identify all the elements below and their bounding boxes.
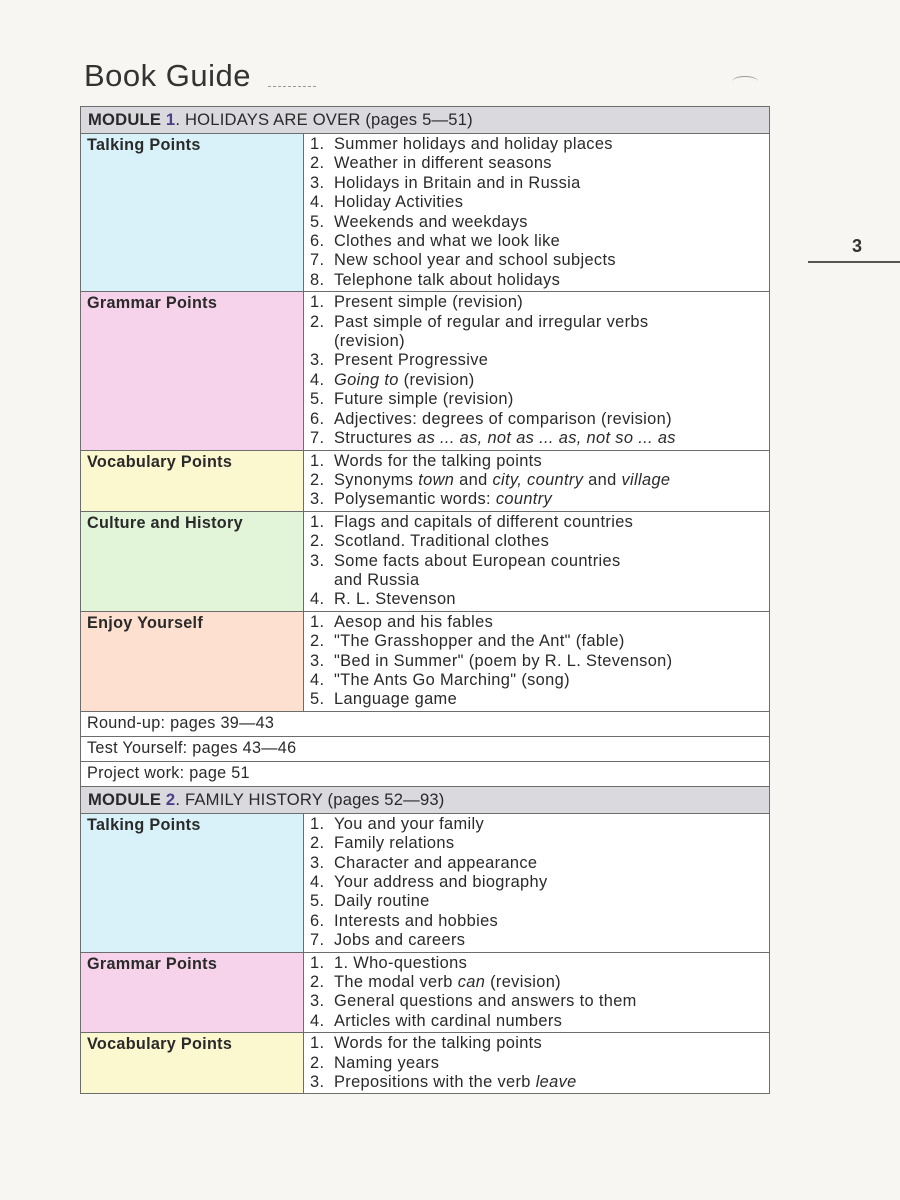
list-item: 1. Words for the talking points [310, 451, 543, 470]
list-item: 7. Structures as ... as, not as ... as, not so ... as [310, 429, 676, 448]
module-1-talking-points-row [81, 134, 770, 292]
list-item: 3. Prepositions with the verb leave [310, 1073, 577, 1092]
category-label: Vocabulary Points [81, 1033, 304, 1094]
list-item: 1. Aesop and his fables [310, 612, 494, 631]
list-item: 1. You and your family [310, 814, 485, 833]
list-item: 2. Synonyms town and city, country and village [310, 470, 671, 489]
module-1-header [81, 107, 770, 134]
page-title: Book Guide [84, 58, 251, 93]
module-label: MODULE [88, 110, 166, 129]
category-label: Talking Points [81, 813, 304, 952]
topic-list [304, 813, 770, 952]
list-item: 5. Daily routine [310, 892, 430, 911]
module-2-vocabulary-points-row [81, 1033, 770, 1094]
topic-list [304, 952, 770, 1033]
list-item: 1. Summer holidays and holiday places [310, 135, 613, 153]
list-item: 2. Scotland. Traditional clothes [310, 532, 550, 551]
list-item: 4. R. L. Stevenson [310, 590, 456, 609]
list-item: 3. Polysemantic words: country [310, 490, 553, 509]
topic-list [304, 292, 770, 450]
list-item: 3. Holidays in Britain and in Russia [310, 173, 581, 192]
module-2-talking-points-row [81, 813, 770, 952]
list-item: 3. General questions and answers to them [310, 992, 637, 1011]
book-guide-table [80, 106, 770, 1094]
category-label: Talking Points [81, 134, 304, 292]
list-item: 5. Future simple (revision) [310, 390, 514, 409]
list-item: 1. Flags and capitals of different countries [310, 512, 634, 531]
module-2-grammar-points-row [81, 952, 770, 1033]
list-item: 2. Family relations [310, 834, 455, 853]
list-item: 2. Naming years [310, 1053, 440, 1072]
module-2-header [81, 786, 770, 813]
list-item: 5. Weekends and weekdays [310, 212, 528, 231]
module-1-culture-history-row [81, 511, 770, 611]
module-1-grammar-points-row [81, 292, 770, 450]
test-yourself-text: Test Yourself: pages 43—46 [81, 736, 770, 761]
module-title: . HOLIDAYS ARE OVER (pages 5—51) [175, 110, 473, 129]
list-item: 4. "The Ants Go Marching" (song) [310, 670, 570, 689]
topic-list [304, 1033, 770, 1094]
list-item: 1. Present simple (revision) [310, 293, 524, 312]
list-item: 4. Your address and biography [310, 873, 548, 891]
list-item: 6. Interests and hobbies [310, 911, 499, 930]
module-number: 2 [165, 789, 176, 809]
list-item: 3. Present Progressive [310, 351, 489, 370]
topic-list [304, 511, 770, 611]
project-work-text: Project work: page 51 [81, 761, 770, 786]
list-item: 7. Jobs and careers [310, 931, 466, 950]
roundup-text: Round-up: pages 39—43 [81, 711, 770, 736]
topic-list [304, 134, 770, 292]
list-item: 2. Past simple of regular and irregular verbs (revision) [310, 312, 649, 351]
page-number-rule [808, 261, 900, 263]
list-item: 7. New school year and school subjects [310, 251, 616, 270]
title-rule [268, 86, 316, 87]
list-item: 6. Adjectives: degrees of comparison (revision) [310, 409, 672, 428]
list-item: 4. Going to (revision) [310, 370, 475, 389]
list-item: 3. Character and appearance [310, 853, 538, 872]
module-number: 1 [165, 110, 176, 129]
list-item: 4. Holiday Activities [310, 193, 464, 212]
module-1-vocabulary-points-row [81, 450, 770, 511]
list-item: 4. Articles with cardinal numbers [310, 1011, 563, 1030]
category-label: Culture and History [81, 511, 304, 611]
list-item: 3. "Bed in Summer" (poem by R. L. Stevenson) [310, 651, 673, 670]
list-item: 3. Some facts about European countries and Russia [310, 551, 621, 589]
topic-list [304, 611, 770, 711]
list-item: 5. Language game [310, 690, 458, 709]
category-label: Grammar Points [81, 952, 304, 1033]
list-item: 6. Clothes and what we look like [310, 232, 561, 251]
list-item: 2. The modal verb can (revision) [310, 973, 561, 992]
module-label: MODULE [88, 789, 166, 809]
module-1-roundup-row [81, 711, 770, 736]
page-number: 3 [852, 236, 863, 256]
list-item: 2. Weather in different seasons [310, 154, 552, 173]
list-item: 1. 1. Who-questions [310, 953, 468, 972]
module-1-enjoy-yourself-row [81, 611, 770, 711]
category-label: Vocabulary Points [81, 450, 304, 511]
category-label: Enjoy Yourself [81, 611, 304, 711]
list-item: 8. Telephone talk about holidays [310, 270, 561, 289]
corner-mark [732, 76, 758, 87]
module-1-test-row [81, 736, 770, 761]
list-item: 1. Words for the talking points [310, 1034, 543, 1053]
category-label: Grammar Points [81, 292, 304, 450]
topic-list [304, 450, 770, 511]
list-item: 2. "The Grasshopper and the Ant" (fable) [310, 632, 625, 651]
module-title: . FAMILY HISTORY (pages 52—93) [175, 789, 445, 809]
module-1-project-row [81, 761, 770, 786]
